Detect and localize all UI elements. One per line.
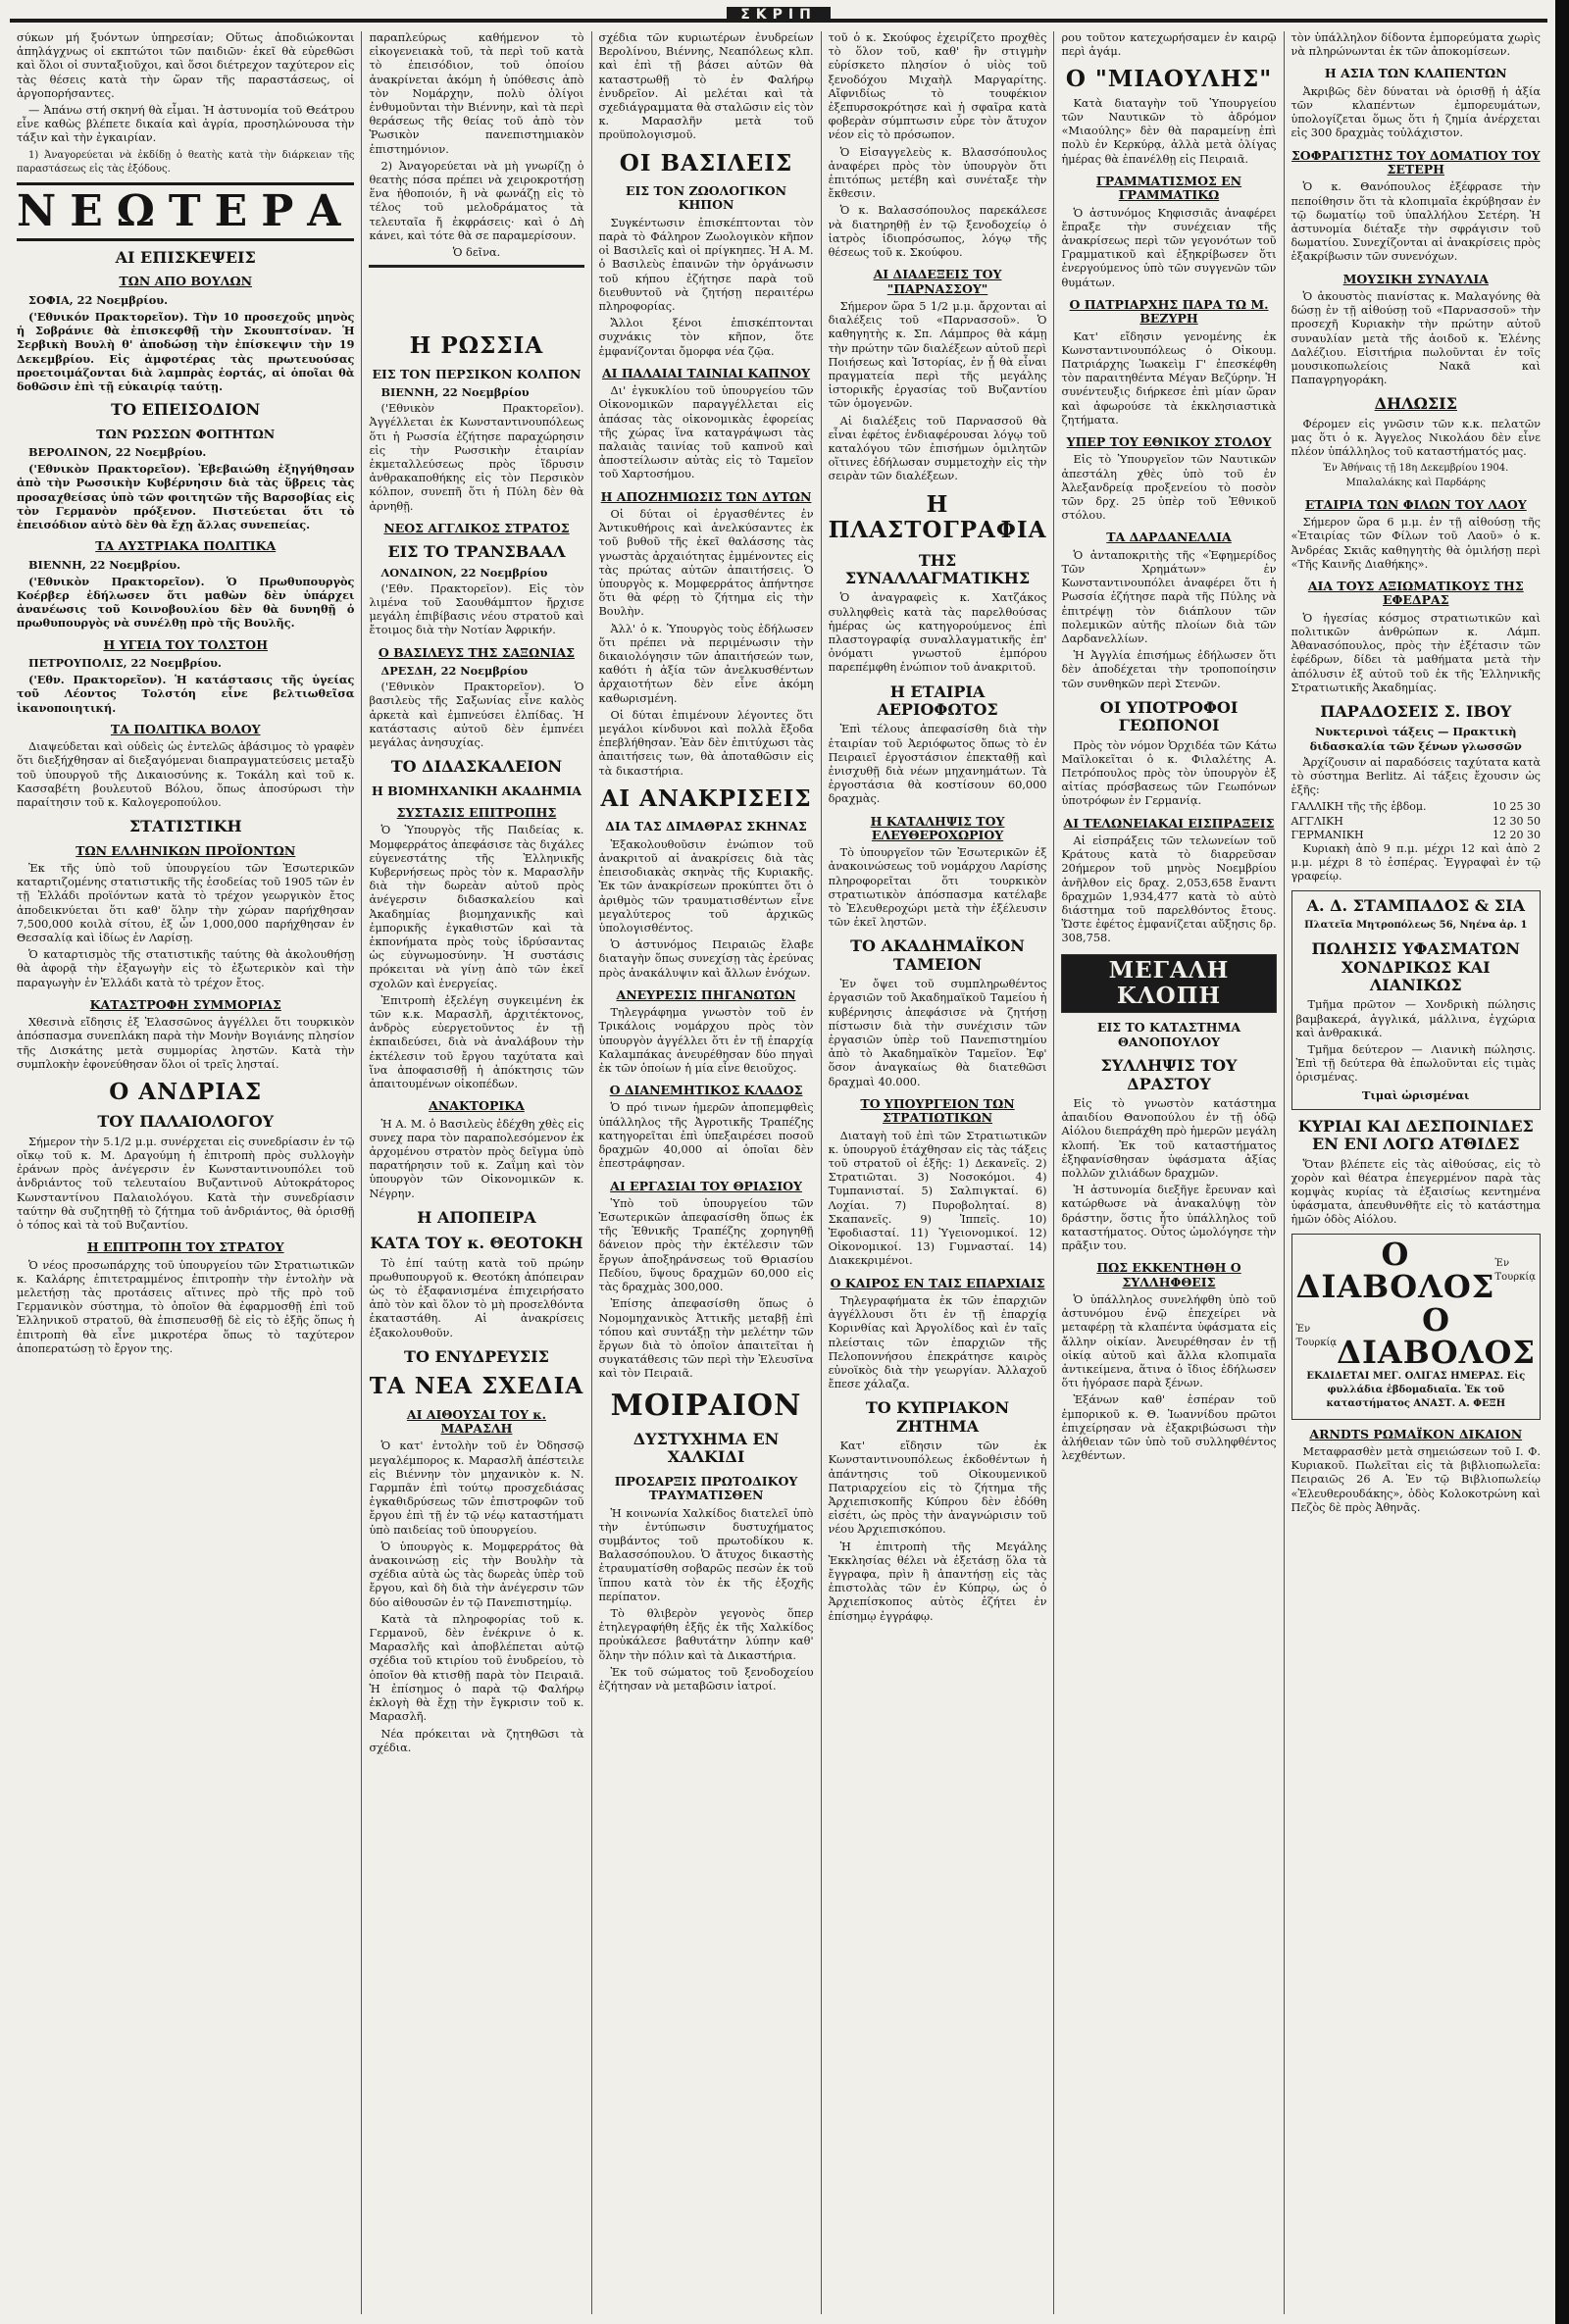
ad-diavolos-top: [1295, 1235, 1536, 1306]
headline: ΑΝΑΚΤΟΡΙΚΑ: [429, 1098, 525, 1114]
headline: ΑΙΑ ΤΟΥΣ ΑΞΙΩΜΑΤΙΚΟΥΣ ΤΗΣ ΕΦΕΔΡΑΣ: [1307, 578, 1524, 608]
headline: ΤΟ ΚΥΠΡΙΑΚΟΝ ΖΗΤΗΜΑ: [865, 1398, 1010, 1436]
article-text: Ὁ κ. Θανόπουλος ἐξέφρασε τὴν πεποίθησιν ὅτι τὰ κλοπιμαῖα ἐκρύβησαν ἐν τῷ δωματίῳ τοῦ ὑπαλλήλου Σετέρη. Ἡ ἀστυνομία διέταξε τὴν σφράγισιν τοῦ δωματίου. Συνεχίζονται αἱ ἀνακρίσεις πρὸς ἐξακρίβωσιν τῶν συνενόχων.: [1291, 180, 1541, 264]
article-text: Διαταγὴ τοῦ ἐπὶ τῶν Στρατιωτικῶν κ. ὑπουργοῦ ἐτάχθησαν εἰς τὰς τάξεις τοῦ στρατοῦ οἱ ἑξῆς: 1) Δεκανεῖς. 2) Στρατιῶται. 3) Νοσοκόμοι. 4) Τυμπανισταί. 5) Σαλπιγκταί. 6) Λοχίαι. 7) Πυροβοληταί. 8) Σκαπανεῖς. 9) Ἱππεῖς. 10) Ἐφοδιασταί. 11) Ὑγειονομικοί. 12) Οἰκονομικοί. 13) Γυμνασταί. 14) Διακεκριμένοι.: [828, 1129, 1047, 1268]
dateline: ΒΙΕΝΝΗ, 22 Νοεμβρίου.: [28, 557, 181, 572]
article-text: Ἀκριβῶς δὲν δύναται νὰ ὁρισθῇ ἡ ἀξία τῶν κλαπέντων ἐμπορευμάτων, ὑπολογίζεται ὅμως ὅτι ἡ ζημία ἀνέρχεται εἰς 300 δραχμὰς τοὐλάχιστον.: [1291, 84, 1541, 140]
article-text: Ὁ κ. Βαλασσόπουλος παρεκάλεσε νὰ διατηρηθῇ ἐν τῷ ξενοδοχείῳ ὁ ἰατρὸς ἰδιοπρόσωπος, λόγῳ τῆς θέσεως τοῦ κ. Σκούφου.: [828, 204, 1047, 260]
headline: Η ΕΠΙΤΡΟΠΗ ΤΟΥ ΣΤΡΑΤΟΥ: [86, 1239, 284, 1255]
article-text: Ὁ πρό τινων ἡμερῶν ἀποπεμφθεὶς ὑπάλληλος τῆς Ἀγροτικῆς Τραπέζης κατηγορεῖται ἐπὶ ὑπεξαιρέσει ποσοῦ δραχμῶν 40,000 αἱ ὁποῖαι δὲν ἐπεστράφησαν.: [598, 1101, 814, 1171]
headline: Ο ΔΙΑΝΕΜΗΤΙΚΟΣ ΚΛΑΔΟΣ: [609, 1083, 803, 1098]
ad-text: Τμῆμα δεύτερον — Λιανικὴ πώλησις. Ἐπὶ τῇ δεύτερα θὰ ἐπωλοῦνται εἰς τιμὰς ὀρισμένας.: [1295, 1042, 1536, 1085]
ad-heading: ARNDTS ΡΩΜΑΪΚΟΝ ΔΙΚΑΙΟΝ: [1309, 1426, 1523, 1441]
article-text: ('Εθνικὸν Πρακτορεῖον). Ὁ Πρωθυπουργὸς Κοέρβερ ἐδήλωσεν ὅτι μαθὼν δὲν ὑπάρχει ἀνανέωσις τοῦ Κοινοβουλίου δὲν θὰ δυνηθῇ ὁ πρωθυπουργὸς νὰ συνέλθῃ πρὸ τῆς Βουλῆς.: [17, 574, 355, 631]
article-text: Ἡ ἀστυνομία διεξῆγε ἔρευναν καὶ κατώρθωσε νὰ ἀνακαλύψῃ τὸν δράστην, ὅστις ἦτο ὑπάλληλος τοῦ καταστήματος. Οὗτος ὡμολόγησε τὴν πρᾶξιν του.: [1061, 1184, 1277, 1253]
article-text: Ὁ ὑπάλληλος συνελήφθη ὑπὸ τοῦ ἀστυνόμου ἐνῷ ἐπεχείρει νὰ μεταφέρῃ τὰ κλαπέντα ὑφάσματα εἰς ἄλλην οἰκίαν. Ἀνευρέθησαν ἐν τῇ οἰκίᾳ αὐτοῦ καὶ ἄλλα κλοπιμαῖα ἀντικείμενα, ἅτινα ὁ ἴδιος ἐδήλωσεν ὅτι ἠγόρασε παρὰ ξένων.: [1061, 1292, 1277, 1390]
article-text: Κατ' εἴδησιν γενομένης ἐκ Κωνσταντινουπόλεως ὁ Οἰκουμ. Πατριάρχης Ἰωακεὶμ Γ' ἐπεσκέφθη τὸν παραιτηθέντα Μέγαν Βεζύρην. Ἡ συνέντευξις διήρκεσε ἐπὶ μίαν ὥραν καὶ ἀφωρούσε τὰ ἐκκλησιαστικὰ ζητήματα.: [1061, 329, 1277, 427]
article-text: ('Εθνικὸν Πρακτορεῖον). Ὁ βασιλεὺς τῆς Σαξωνίας εἶνε καλὸς ἀρκετὰ καὶ ἐμπνεύσει ἐλπίδας. Ἡ κατάστασις αὐτοῦ δὲν ἐμπνέει μεγάλας ἀνησυχίας.: [369, 681, 584, 750]
dateline: ΒΕΡΟΛΙΝΟΝ, 22 Νοεμβρίου.: [28, 444, 207, 459]
ad-address: Πλατεῖα Μητροπόλεως 56, Νηένα ἀρ. 1: [1304, 919, 1528, 931]
headline: Ο ΚΑΙΡΟΣ ΕΝ ΤΑΙΣ ΕΠΑΡΧΙΑΙΣ: [830, 1275, 1045, 1290]
headline: Η ΥΓΕΙΑ ΤΟΥ ΤΟΛΣΤΟΗ: [103, 636, 268, 652]
dateline: ΔΡΕΣΔΗ, 22 Νοεμβρίου: [380, 664, 529, 679]
headline: Η ΑΠΟΖΗΜΙΩΣΙΣ ΤΩΝ ΔΥΤΩΝ: [600, 488, 812, 504]
headline: ΣΤΑΤΙΣΤΙΚΗ: [128, 817, 242, 836]
column-1: [10, 31, 362, 2314]
headline: ΑΙ ΕΡΓΑΣΙΑΙ ΤΟΥ ΘΡΙΑΣΙΟΥ: [610, 1178, 802, 1193]
column-6: [1285, 31, 1547, 2314]
headline: ΤΑ ΠΟΛΙΤΙΚΑ ΒΟΛΟΥ: [110, 721, 261, 736]
article-text: Ἐπιτροπὴ ἐξελέγη συγκειμένη ἐκ τῶν κ.κ. Μαρασλῆ, ἀρχιτέκτονος, ἀνδρὸς εὐεργετοῦντος ἐν τῇ ἐκπαιδεύσει, διὰ νὰ ἀναλάβουν τὴν ἐκτέλεσιν τοῦ ἔργου ταχύτατα καὶ ἵνα ἀποφασισθῇ ἡ ἀπόκτησις τῶν ἀπαιτουμένων οἰκοπέδων.: [369, 993, 584, 1091]
article-text: 2) Ἀναγορεύεται νὰ μὴ γνωρίζῃ ὁ θεατὴς πόσα πρέπει νὰ χειροκροτήσῃ ἕνα ἠθοποιόν, ἢ νὰ φωνάζῃ εἰς τὸ τέλος τοῦ μελοδράματος τὰ τελευταῖα ἤ ἐκφράσεις· καὶ ὁ Δὴ κάνει, καὶ τότε θὰ σε παραμερίσουν.: [369, 159, 584, 242]
subheadline: ΕΙΣ ΤΟ ΚΑΤΑΣΤΗΜΑ ΘΑΝΟΠΟΥΛΟΥ: [1096, 1020, 1241, 1049]
article-text: παραπλεύρως καθήμενον τὸ εἰκογενειακὰ τοῦ, τὰ περὶ τοῦ κατὰ τὸ ἐπεισόδιον, τοῦ ὁποίου ἀνακρίνεται ἀκόμη ἡ ὑπόθεσις ἀπὸ τὸν Νομάρχην, πολὺ ὀλίγοι ἐνθυμοῦνται τὴν Βιέννην, καὶ τὰ περὶ θεράσεως τῆς θείας τοῦ ἀπὸ τὸν Ῥωσικὸν πανεπιστημιακὸν ἐπιστημόνιον.: [369, 31, 584, 156]
headline: ΑΙ ΔΙΑΔΕΞΕΙΣ ΤΟΥ "ΠΑΡΝΑΣΣΟΥ": [873, 267, 1002, 296]
headline: ΓΡΑΜΜΑΤΙΣΜΟΣ ΕΝ ΓΡΑΜΜΑΤΙΚΩ: [1095, 173, 1242, 203]
article-text: Ὁ νέος προσωπάρχης τοῦ ὑπουργείου τῶν Στρατιωτικῶν κ. Καλάρης ἐπιτετραμμένος ἐπιτροπὴν τὴν ἐντολὴν νὰ μελετήσῃ τὰς προτάσεις αἵτινες πρὸ τῆς πρὸ τοῦ Γερμανικὸν σύστημα, τὸ ὁποῖον θὰ ἐφαρμοσθῇ ἐπὶ τοῦ Ἑλληνικοῦ στρατοῦ, θὰ ἐπισπευσθῇ δὲ εἰς τὸ ἐξῆς ὅπως ἡ ἐπιτροπὴ θὰ εἶνε μικροτέρα ὅπως τὸ ταχύτερον ἀποπερατώσῃ τὸ ἔργον της.: [17, 1258, 355, 1355]
article-text: ('Εθνικὸν Πρακτορεῖον). Ἀγγέλλεται ἐκ Κωνσταντινουπόλεως ὅτι ἡ Ρωσσία ἐζήτησε παραχώρησιν εἰς τὴν Ρωσσικὴν ἑταιρίαν ἐκμεταλλεύσεως πρὸς ἵδρυσιν ἀνθρακαποθήκης εἰς τὸν Περσικὸν κόλπον, συνεπῆ ὅτι ἡ Πύλη δὲν θὰ ἀρνηθῇ.: [369, 402, 584, 513]
article-text: Τὸ θλιβερὸν γεγονὸς ὅπερ ἐτηλεγραφήθη ἐξῆς ἐκ τῆς Χαλκίδος προὐκάλεσε βαθυτάτην λύπην καθ' ὅλην τὴν πόλιν καὶ τὰ Δικαστήρια.: [598, 1606, 814, 1662]
article-text: ('Εθνικὸν Πρακτορεῖον). Ἐβεβαιώθη ἐξηγήθησαν ἀπὸ τὴν Ρωσσικὴν Κυβέρνησιν διὰ τὰς ὕβρεις τὰς προσαχθείσας ὑπὸ τῶν φοιτητῶν τῆς Βαρσοβίας εἰς τὸν Γερμανὸν πρόξενον. Πιστεύεται ὅτι τὸ ἐπεισόδιον αὐτὸ δὲν θὰ ἔχῃ ἄλλας συνεπείας.: [17, 462, 355, 531]
ad-diavolos-bottom: [1295, 1300, 1536, 1372]
dateline: ΛΟΝΔΙΝΟΝ, 22 Νοεμβρίου: [380, 565, 548, 580]
article-text: Ὁ ἡγεσίας κόσμος στρατιωτικῶν καὶ πολιτικῶν ἀνθρώπων κ. Λάμπ. Ἀθανασόπουλος, πρὸς τὴν ἐξέτασιν τῶν ἐφέδρων, δίδει τὰ μαθήματα μετὰ τὴν ἀπόλυσιν ἐξ αὐτοῦ τοῦ ἐκ τῆς Ἑλληνικῆς Στρατιωτικῆς Ἀκαδημίας.: [1291, 611, 1541, 694]
article-text: ('Εθν. Πρακτορεῖον). Εἰς τὸν λιμένα τοῦ Σαουθάμπτον ἤρχισε μεγάλη ἐπιβίβασις νέου στρατοῦ καὶ ἔτοιμος διὰ τὴν Νοτίαν Ἀφρικήν.: [369, 581, 584, 637]
headline: Ο ΑΝΔΡΙΑΣ: [109, 1078, 263, 1105]
ad-title: Ο ΔΙΑΒΟΛΟΣ: [1295, 1235, 1495, 1306]
article-text: Σήμερον ὥρα 5 1/2 μ.μ. ἄρχονται αἱ διαλέξεις τοῦ «Παρνασσοῦ». Ὁ καθηγητὴς κ. Σπ. Λάμπρος θὰ κάμῃ τὴν πρώτην τῶν διαλέξεων αὐτοῦ περὶ Ποιήσεως καὶ Ἱστορίας, ἐν ᾗ θὰ εἶναι πραγματεία περὶ τῆς μεγάλης ἱστορικῆς ἐργασίας τοῦ Βυζαντίου τῶν ὁμογενῶν.: [828, 300, 1047, 411]
ad-diavolos: [1291, 1234, 1541, 1420]
headline: Ο "ΜΙΑΟΥΛΗΣ": [1065, 66, 1273, 93]
column-3: [592, 31, 822, 2314]
article-text: Ἐπίσης ἀπεφασίσθη ὅπως ὁ Νομομηχανικὸς Ἀττικῆς μεταβῇ ἐπὶ τόπου καὶ συντάξῃ τὴν μελέτην τῶν ἔργων διὰ τὸ ὁποῖον ἀπαιτεῖται ἡ συγκατάθεσις τῶν περὶ τὴν Ἐλευσῖνα καὶ τὸν Πειραιᾶ.: [598, 1297, 814, 1381]
ad-stampados: [1291, 890, 1541, 1110]
footnote: 1) Ἀναγορεύεται νὰ ἐκδίδῃ ὁ θεατὴς κατὰ τὴν διάρκειαν τῆς παραστάσεως εἰς τὰς ἐξόδους.: [17, 149, 355, 175]
headline: ΤΑ ΔΑΡΔΑΝΕΛΛΙΑ: [1106, 530, 1232, 545]
masthead-title: ΣΚΡΙΠ: [727, 7, 831, 23]
headline: ΤΟ ΔΙΔΑΣΚΑΛΕΙΟΝ: [390, 757, 563, 777]
subheadline: ΣΥΛΛΗΨΙΣ ΤΟΥ ΔΡΑΣΤΟΥ: [1100, 1056, 1238, 1093]
headline: ΑΙ ΕΠΙΣΚΕΨΕΙΣ: [115, 248, 256, 268]
article-text: Δι' ἐγκυκλίου τοῦ ὑπουργείου τῶν Οἰκονομικῶν παραγγέλλεται εἰς ἁπάσας τὰς οἰκονομικὰς ἐφορείας τῆς χώρας ἵνα καταγράψωσι τὰς παλαιὰς ταινίας τοῦ καπνοῦ καὶ ἀποστείλωσιν αὐτὰς εἰς τὸ Ταμεῖον τοῦ Χαρτοσήμου.: [598, 384, 814, 481]
ad-text: Τιμαὶ ὡρισμέναι: [1362, 1087, 1470, 1102]
section-title-neotera: ΝΕΩΤΕΡΑ: [17, 182, 354, 241]
article-text: ('Εθν. Πρακτορεῖον). Ἡ κατάστασις τῆς ὑγείας τοῦ Λέοντος Τολστόη εἶνε βελτιωθεῖσα ἱκανοποιητική.: [17, 673, 355, 715]
article-text: Αἱ διαλέξεις τοῦ Παρνασσοῦ θὰ εἶναι ἐφέτος ἐνδιαφέρουσαι λόγῳ τοῦ καταλόγου τῶν ἐπισήμων ὁμιλητῶν οἵτινες ἐδήλωσαν συμμετοχὴν εἰς τὴν σειρὰν τῶν διαλέξεων.: [828, 414, 1047, 483]
headline: ΑΙ ΤΕΛΩΝΕΙΑΚΑΙ ΕΙΣΠΡΑΞΕΙΣ: [1063, 815, 1275, 831]
article-text: Ἀλλ' ὁ κ. Ὑπουργὸς τοὺς ἐδήλωσεν ὅτι πρέπει νὰ περιμένωσιν τὴν δικαιολόγησιν τῶν ἀπαιτήσεών των, καθότι ἡ ἀξία τῶν ἀνελκυσθέντων ἀρχαιοτήτων δὲν εἶνε ἀκόμη καθωρισμένη.: [598, 622, 814, 705]
headline: ΤΟ ΑΚΑΔΗΜΑΪΚΟΝ ΤΑΜΕΙΟΝ: [850, 936, 1025, 974]
masthead: [10, 4, 1547, 25]
ad-subtitle: Νυκτερινοὶ τάξεις — Πρακτικὴ διδασκαλία τῶν ξένων γλωσσῶν: [1309, 725, 1522, 753]
article-text: Ὁ ἀστυνόμος Κηφισσιᾶς ἀναφέρει ἔπραξε τὴν συνέχειαν τῆς ἀνακρίσεως περὶ τῶν γεγονότων τοῦ Γραμματικοῦ καὶ ἐξηκρίβωσεν ὅτι ἐνεργούμενος ὑπὸ τῶν συγγενῶν τῶν θυμάτων.: [1061, 206, 1277, 289]
column-2: [362, 31, 591, 2314]
article-text: Αἱ εἰσπράξεις τῶν τελωνείων τοῦ Κράτους κατὰ τὸ διαρρεῦσαν 20ήμερον τοῦ μηνὸς Νοεμβρίου ἀνῆλθον εἰς δραχ. 2,053,658 ἔναντι δραχμῶν 1,934,477 κατὰ τὸ αὐτὸ διάστημα τοῦ παρελθόντος ἔτους. Ὥστε ἐφέτος ἐμφανίζεται αὔξησις δρ. 308,758.: [1061, 834, 1277, 945]
article-text: ('Εθνικόν Πρακτορεῖον). Τὴν 10 προσεχοῦς μηνὸς ἡ Σοβράνιε θὰ ἐπισκεφθῇ τὴν Σκουπτσίναν. Ἡ Σερβικὴ Βουλὴ θ' ἀποδώσῃ τὴν ἐπίσκεψιν τὴν 19 Δεκεμβρίου. Εἰς ἀμφοτέρας τὰς πρωτευούσας προετοιμάζονται διὰ λαμπρὰς ἑορτάς, αἱ ὁποῖαι θὰ δοθῶσιν ἐπὶ τῇ εὐκαιρίᾳ ταύτῃ.: [17, 310, 355, 394]
article-text: Ἄλλοι ξένοι ἐπισκέπτονται συχνάκις τὸν κῆπον, ὅτε ἐμφανίζονται ὄμορφα νέα ζῷα.: [598, 317, 814, 358]
article-text: Ὁ ὑπουργὸς κ. Μομφερράτος θὰ ἀνακοινώσῃ εἰς τὴν Βουλὴν τὰ σχέδια αὐτὰ ὡς τὰς δωρεὰς ὑπὲρ τοῦ ἔργου, καὶ δὴ διὰ τὴν ἀνέγερσιν τῶν δύο αἰθουσῶν ἐν τῷ Πανεπιστημίῳ.: [369, 1540, 584, 1609]
ad-text: ΕΚΔΙΔΕΤΑΙ ΜΕΓ. ΟΛΙΓΑΣ ΗΜΕΡΑΣ. Εἰς φυλλάδια ἑβδομαδιαῖα. Ἐκ τοῦ καταστήματος ΑΝΑΣΤ. Α. ΦΕΞΗ: [1306, 1370, 1526, 1410]
article-text: Κατ' εἴδησιν τῶν ἐκ Κωνσταντινουπόλεως ἐκδοθέντων ἡ ἀπάντησις τοῦ Οἰκουμενικοῦ Πατριαρχείου εἰς τὸ ζήτημα τῆς Ἀρχιεπισκοπῆς Κύπρου δὲν ἐδόθη εἰσέτι, ὡς πρὸς τὴν ἀναγνώρισιν τοῦ νέου Ἀρχιεπισκόπου.: [828, 1440, 1047, 1537]
article-text: Ὁ Εἰσαγγελεὺς κ. Βλασσόπουλος ἀναφέρει πρὸς τὸν ὑπουργὸν ὅτι ἐπιτόπως μετέβη καὶ συνέταξε τὴν ἔκθεσιν.: [828, 145, 1047, 201]
subheadline: ΕΙΣ ΤΟΝ ΖΩΟΛΟΓΙΚΟΝ ΚΗΠΟΝ: [625, 183, 787, 213]
headline: ΝΕΟΣ ΑΓΓΛΙΚΟΣ ΣΤΡΑΤΟΣ: [383, 520, 570, 535]
subheadline: ΑΙ ΑΙΘΟΥΣΑΙ ΤΟΥ κ. ΜΑΡΑΣΛΗ: [406, 1406, 546, 1437]
ad-title: Α. Δ. ΣΤΑΜΠΑΔΟΣ & ΣΙΑ: [1306, 895, 1525, 915]
article-text: Τηλεγράφημα γνωστὸν τοῦ ἐν Τρικάλοις νομάρχου πρὸς τὸν ὑπουργὸν ἀγγέλλει ὅτι ἐν τῇ ἐπαρχίᾳ Καλαμπάκας ἀνευρέθησαν δύο πηγαὶ ἐκ τῶν ὁποίων ἡ μία εἶνε θειοῦχος.: [598, 1006, 814, 1075]
headline: ΑΝΕΥΡΕΣΙΣ ΠΗΓΑΝΩΤΩΝ: [616, 986, 796, 1002]
subheadline: ΤΗΣ ΣΥΝΑΛΛΑΓΜΑΤΙΚΗΣ: [844, 550, 1031, 587]
article-text: Ἐκ τοῦ σώματος τοῦ ξενοδοχείου ἐζήτησαν νὰ μεταβῶσιν ἰατροί.: [598, 1665, 814, 1692]
subheadline: ΕΙΣ ΤΟΝ ΠΕΡΣΙΚΟΝ ΚΟΛΠΟΝ: [372, 366, 582, 381]
ad-side-note: Ἐν Τουρκίᾳ: [1494, 1257, 1536, 1284]
headline: ΜΟΙΡΑΙΟΝ: [610, 1388, 802, 1423]
article-text: ρου τοῦτον κατεχωρήσαμεν ἐν καιρῷ περὶ ἀγάμ.: [1061, 31, 1277, 59]
columns: [10, 31, 1547, 2314]
headline: ΤΑ ΑΥΣΤΡΙΑΚΑ ΠΟΛΙΤΙΚΑ: [95, 538, 277, 554]
article-text: Νέα πρόκειται νὰ ζητηθῶσι τὰ σχέδια.: [369, 1727, 584, 1754]
headline: ΚΑΤΑΣΤΡΟΦΗ ΣΥΜΜΟΡΙΑΣ: [89, 996, 281, 1012]
headline: Ο ΠΑΤΡΙΑΡΧΗΣ ΠΑΡΑ ΤΩ Μ. ΒΕΖΥΡΗ: [1069, 296, 1269, 327]
article-text: Κατὰ διαταγὴν τοῦ Ὑπουργείου τῶν Ναυτικῶν τὸ ἀδρόμον «Μιαούλης» δὲν θὰ παραμείνῃ ἐπὶ πολὺ ἐν Κερκύρᾳ, ἀλλὰ μετὰ ὀλίγας ἡμέρας θὰ ἐπανέλθῃ εἰς Πειραιᾶ.: [1061, 96, 1277, 166]
article-text: Οἱ δύται οἱ ἐργασθέντες ἐν Ἀντικυθήροις καὶ ἀνελκύσαντες ἐκ τοῦ βυθοῦ τῆς ἐκεῖ θαλάσσης τὰς γνωστὰς ἀρχαιότητας ἐμμένοντες εἰς τὰς πρώτας αὐτῶν ἀπαιτήσεις. Ὁ ὑπουργὸς κ. Μομφερράτος ἀπήντησε ὅτι θὰ φέρῃ τὸ ζήτημα εἰς τὴν Βουλὴν.: [598, 508, 814, 619]
article-text: Ἐπὶ τέλους ἀπεφασίσθη διὰ τὴν ἐταιρίαν τοῦ Ἀεριόφωτος ὅπως τὸ ἐν Πειραιεῖ ἐργοστάσιον ἐπεκταθῇ καὶ ἐνισχυθῇ διὰ νέων μηχανημάτων. Τὰ ἐργοστάσια θὰ κοστίσουν 60,000 δραχμὰς.: [828, 723, 1047, 806]
ad-text: Μεταφρασθὲν μετὰ σημειώσεων τοῦ Ι. Φ. Κυριακοῦ. Πωλεῖται εἰς τὰ βιβλιοπωλεῖα: Πειραιῶς 26 Α. Ἐν τῷ Βιβλιοπωλείῳ «Ἑλευθερουδάκης», ὁδὸς Κολοκοτρώνη καὶ Πεζὸς δὲ πρὸς Ἀθηνᾶς.: [1291, 1444, 1541, 1514]
dateline: ΣΟΦΙΑ, 22 Νοεμβρίου.: [28, 292, 169, 307]
headline: ΑΙ ΑΝΑΚΡΙΣΕΙΣ: [600, 784, 812, 812]
headline: ΤΑ ΝΕΑ ΣΧΕΔΙΑ: [369, 1373, 584, 1400]
article-text: Ὁ ἀναγραφεὶς κ. Χατζάκος συλληφθεὶς κατὰ τὰς παρελθούσας ἡμέρας ὡς κατηγορούμενος ἐπὶ πλαστογραφίᾳ συναλλαγματικῆς ἐπ' ὀνόματι γνωστοῦ ἐμπόρου παρεπέμφθη ἐνώπιον τοῦ ἀνακριτοῦ.: [828, 591, 1047, 675]
ad-text: Ὅταν βλέπετε εἰς τὰς αἰθούσας, εἰς τὸ χορὸν καὶ θέατρα ἐπεγερμένον παρὰ τὰς κομψὰς κυρίας τὰ ἐξαισίως κεντημένα ὑφάσματα, ἀπευθυνθῆτε εἰς τὸ κατάστημα ἡμῶν ὁδὸς Αἰόλου.: [1291, 1157, 1541, 1227]
dateline: ΒΙΕΝΝΗ, 22 Νοεμβρίου: [380, 385, 530, 400]
headline: Η ΕΤΑΙΡΙΑ ΑΕΡΙΟΦΩΤΟΣ: [877, 682, 998, 719]
subheadline: ΚΑΤΑ ΤΟΥ κ. ΘΕΟΤΟΚΗ: [370, 1234, 583, 1253]
article-text: Ἡ κοινωνία Χαλκίδος διατελεῖ ὑπὸ τὴν ἐντύπωσιν δυστυχήματος συμβάντος τοῦ πρωτοδίκου κ. Βαλασσόπουλου. Ὁ ἄτυχος δικαστὴς ἐτραυματίσθη σοβαρῶς πεσὼν ἐκ τοῦ ἵππου κατὰ τὸν ἐκ τῆς ἐξοχῆς περίπατον.: [598, 1506, 814, 1603]
article-text: Ἡ ἐπιτροπὴ τῆς Μεγάλης Ἐκκλησίας θέλει νὰ ἐξετάσῃ ὅλα τὰ ἔγγραφα, πρὶν ἢ ἀπαντήσῃ εἰς τὰς ἐπιστολὰς τῶν ἐν Κύπρῳ, ὡς ὁ Ἀρχιεπίσκοπος αὐτὸς ἐζήτει ἐν ἐπίσημῳ ἐγγράφῳ.: [828, 1540, 1047, 1623]
article-text: Συγκέντωσιν ἐπισκέπτονται τὸν παρὰ τὸ Φάληρον Ζωολογικὸν κῆπον οἱ Βασιλεῖς καὶ οἱ πρίγκηπες. Ἡ Α. Μ. ὁ Βασιλεὺς ἐπαινῶν τὴν ὀργάνωσιν τοῦ κήπου ἐζήτησε παρὰ τοῦ διευθυντοῦ νὰ ζητήσῃ περαιτέρω πληροφορίας.: [598, 216, 814, 314]
subheadline: ΤΩΝ ΕΛΛΗΝΙΚΩΝ ΠΡΟΪΟΝΤΩΝ: [76, 842, 296, 858]
article-text: — Ἀπάνω στή σκηνή θὰ εἶμαι. Ἡ ἀστυνομία τοῦ Θεάτρου εἶνε καθὼς βλέπετε δικαία καὶ ἀγρία, προσηλώνουσα τὴν τάξιν καὶ τὴν ἐγκαιρίαν.: [17, 104, 355, 145]
article-text: Πρὸς τὸν νόμον Ὀρχιδέα τῶν Κάτω Μαϊλοκεῖται ὁ κ. Φιλαλέτης Α. Πετρόπουλος πρὸς τὸν ὑπουργὸν ἐξ αἰτίας πρόσβασεως τῶν Γεωπόνων ὑποτρόφων ἐν Γερμανίᾳ.: [1061, 738, 1277, 808]
headline: Η ΡΩΣΣΙΑ: [409, 332, 544, 360]
article-text: τὸν ὑπάλληλον δίδοντα ἐμπορεύματα χωρὶς νὰ πληρώνωνται ἐκ τῶν ἀποκομίσεων.: [1291, 31, 1541, 59]
article-text: Ἐξακολουθοῦσιν ἐνώπιον τοῦ ἀνακριτοῦ αἱ ἀνακρίσεις διὰ τὰς ἐπεισοδιακὰς σκηνὰς τῆς Κυριακῆς. Ἐκ τῶν ἀνακρίσεων προκύπτει ὅτι ὁ ἀριθμὸς τῶν τραυματισθέντων εἶνε μεγαλύτερος τοῦ ἀρχικῶς ὑπολογισθέντος.: [598, 837, 814, 935]
subheadline: ΕΙΣ ΤΟ ΤΡΑΝΣΒΑΑΛ: [387, 542, 566, 562]
article-text: Ἀρχίζουσιν αἱ παραδόσεις ταχύτατα κατὰ τὸ σύστημα Berlitz. Αἱ τάξεις ἔχουσιν ὡς ἑξῆς:: [1291, 755, 1542, 797]
headline: ΤΟ ΥΠΟΥΡΓΕΙΟΝ ΤΩΝ ΣΤΡΑΤΙΩΤΙΚΩΝ: [860, 1095, 1015, 1126]
headline: ΕΤΑΙΡΙΑ ΤΩΝ ΦΙΛΩΝ ΤΟΥ ΛΑΟΥ: [1304, 496, 1527, 512]
article-text: σύκων μή ξυόντων ὑπηρεσίαν; Οὕτως ἀποδιώκονται ἀπηλάγχνως οἱ εκπτώτοι τῶν παιδιῶν· ἐκεῖ θὰ εὑρεθῶσι καὶ ὅλοι οἱ συνταξιοῦχοι, καὶ ὅσοι διέτρεχον ταχύτερον εἰς τὰς θέσεις κατὰ τὴν ὥραν τῆς παραστάσεως, οἱ ἀργοπορήσαντες.: [17, 31, 355, 100]
article-text: Χθεσινὰ εἴδησις ἐξ Ἐλασσῶνος ἀγγέλλει ὅτι τουρκικὸν ἀπόσπασμα συνεπλάκη παρὰ τὴν Μονὴν Βογιάνης πλησίον τῆς Δισκάτης μετὰ συμμορίας ληστῶν. Κατὰ τὴν συμπλοκὴν ἐφονεύθησαν ὅλοι οἱ τρεῖς λησταί.: [17, 1016, 355, 1071]
headline: ΜΟΥΣΙΚΗ ΣΥΝΑΥΛΙΑ: [1342, 271, 1489, 286]
article-text: Τηλεγραφήματα ἐκ τῶν ἐπαρχιῶν ἀγγέλλουσι ὅτι ἐν τῇ ἐπαρχίᾳ Κορινθίας καὶ Ἀργολίδος καὶ ἐν ταῖς πλείσταις τῶν ἐπαρχιῶν τῆς Πελοποννήσου ἐπεκράτησε καιρὸς εὐνοϊκὸς διὰ τὴν γεωργίαν. Ἀλλαχοῦ ἔπεσε χάλαζα.: [828, 1294, 1047, 1391]
article-text: Διαψεύδεται καὶ οὐδεὶς ὡς ἐντελῶς ἀβάσιμος τὸ γραφὲν ὅτι διεξήχθησαν αἱ διεξαγόμεναι διαπραγματεύσεις μεταξὺ τοῦ ὑπουργοῦ τῆς Δικαιοσύνης κ. Τοκάλη καὶ τοῦ κ. Κασσαβέτη βουλευτοῦ Βόλου, ὅπως ἀποσύρωσι τὴν παραίτησιν τοῦ κ. Καλογεροπούλου.: [17, 740, 355, 809]
headline: Η ΠΛΑΣΤΟΓΡΑΦΙΑ: [828, 490, 1047, 544]
article-text: Ὁ ἀνταποκριτὴς τῆς «Ἐφημερίδος Τῶν Χρημάτων» ἐν Κωνσταντινουπόλει ἀναφέρει ὅτι ἡ Ρωσσία ἐζήτησε παρὰ τῆς Πύλης νὰ ἐπιτρέψῃ τὸν διάπλουν τῶν πολεμικῶν αὐτῆς πλοίων διὰ τῶν Δαρδανελλίων.: [1061, 548, 1277, 645]
headline: ΥΠΕΡ ΤΟΥ ΕΘΝΙΚΟΥ ΣΤΟΛΟΥ: [1066, 434, 1272, 449]
article-text: Ἡ Α. Μ. ὁ Βασιλεὺς ἐδέχθη χθὲς εἰς συνεχ παρα τὸν παραπολεσόμενον ἐκ ἀρχομένου στρατὸν πρὸς δεῖγμα ὑπὸ παρατήρησιν τοῦ κ. Ζαΐμη καὶ τὸν ὑπουργὸν τῶν Οἰκονομικῶν κ. Νέγρην.: [369, 1117, 584, 1200]
headline: Η ΑΣΙΑ ΤΩΝ ΚΛΑΠΕΝΤΩΝ: [1324, 66, 1507, 81]
subheadline: ΤΩΝ ΡΩΣΣΩΝ ΦΟΙΤΗΤΩΝ: [96, 426, 276, 441]
article-text: Φέρομεν εἰς γνῶσιν τῶν κ.κ. πελατῶν μας ὅτι ὁ κ. Ἀγγελος Νικολάου δὲν εἶνε πλέον ὑπάλληλος τοῦ καταστήματός μας.: [1291, 417, 1541, 459]
headline: ΠΑΡΑΔΟΣΕΙΣ Σ. ΙΒΟΥ: [1320, 701, 1512, 721]
column-5: [1054, 31, 1284, 2314]
article-text: τοῦ ὁ κ. Σκούφος ἐχειρίζετο προχθὲς τὸ ὅλον τοῦ, καθ' ἣν στιγμὴν εὑρίσκετο πλησίον ὁ υἱὸς τοῦ ξενοδόχου Μιχαὴλ Μαργαρίτης. Αἴφνιδίως τὸ τουφέκιον ἐξεπυρσοκρότησε καὶ ἡ σφαῖρα κατὰ φοβερὰν σύμπτωσιν εὗρε τὸν ἄτυχον νέον εἰς τὸ πρόσωπον.: [828, 31, 1047, 142]
ad-text: Τμῆμα πρῶτον — Χονδρικὴ πώλησις βαμβακερά, ἀγγλικά, μάλλινα, ἐγχώρια καὶ ἀνθρακικά.: [1295, 998, 1536, 1039]
article-text: σχέδια τῶν κυριωτέρων ἐνυδρείων Βερολίνου, Βιέννης, Νεαπόλεως κλπ. καὶ ἐπὶ τῇ βάσει αὐτῶν θὰ καταστρωθῇ τὸ ἐν Φαλήρῳ ἐνυδρεῖον. Αἱ μελέται καὶ τὰ σχεδιάγραμματα θὰ σταλῶσιν εἰς τὸν κ. Μαρασλῆν μετὰ τοῦ προϋπολογισμοῦ.: [598, 31, 814, 142]
ad-heading: ΠΩΛΗΣΙΣ ΥΦΑΣΜΑΤΩΝ ΧΟΝΔΡΙΚΩΣ ΚΑΙ ΛΙΑΝΙΚΩΣ: [1311, 939, 1521, 994]
headline: ΠΩΣ ΕΚΚΕΝΤΗΘΗ Ο ΣΥΛΛΗΦΘΕΙΣ: [1096, 1260, 1241, 1289]
price-row: ΓΑΛΛΙΚΗ τῆς τῆς ἑβδομ. 10 25 30: [1291, 800, 1541, 814]
price-row: ΓΕΡΜΑΝΙΚΗ 12 20 30: [1291, 828, 1541, 841]
article-text: Ἐν ὄψει τοῦ συμπληρωθέντος ἐργασιῶν τοῦ Ἀκαδημαϊκοῦ Ταμείου ἡ κυβέρνησις ἀπεφάσισε νὰ ζητήσῃ πίστωσιν διὰ τὴν συνέχισιν τῶν ἐργασιῶν ὑπὲρ τοῦ Πανεπιστημίου ἀπὸ τὸ Ἀκαδημαϊκὸν Ταμεῖον. Ἐφ' ὅσον ἀναγκαίως θὰ διατεθῶσι δραχμαὶ 40.000.: [828, 978, 1047, 1088]
article-text: Ὑπὸ τοῦ ὑπουργείου τῶν Ἐσωτερικῶν ἀπεφασίσθη ὅπως ἐκ τῆς Ἐθνικῆς Τραπέζης χορηγηθῇ δάνειον πρὸς τὴν ἐκτέλεσιν τῶν ἔργων ἀποξηράνσεως τοῦ Θριασίου Πεδίου, ὕψους δραχμῶν 60,000 εἰς τὰς δραχμὰς 300,000.: [598, 1196, 814, 1294]
article-text: Ὁ ἀστυνόμος Πειραιῶς ἔλαβε διαταγὴν ὅπως συνεχίσῃ τὰς ἐρεύνας πρὸς ἀνακάλυψιν καὶ ἄλλων ἐνόχων.: [598, 938, 814, 980]
headline: ΤΟ ΕΠΕΙΣΟΔΙΟΝ: [111, 400, 261, 420]
headline: Ο ΒΑΣΙΛΕΥΣ ΤΗΣ ΣΑΞΩΝΙΑΣ: [378, 644, 576, 660]
ad-side-note: Ἐν Τουρκίᾳ: [1295, 1324, 1338, 1349]
headline: ΤΟ ΕΝΥΔΡΕΥΣΙΣ: [404, 1346, 549, 1366]
subheadline: ΠΡΟΣΑΡΞΙΣ ΠΡΩΤΟΔΙΚΟΥ ΤΡΑΥΜΑΤΙΣΘΕΝ: [614, 1473, 798, 1503]
article-text: Κυριακὴ ἀπὸ 9 π.μ. μέχρι 12 καὶ ἀπὸ 2 μ.μ. μέχρι 8 τὸ ἑσπέρας. Ἐγγραφαὶ ἐν τῷ γραφείῳ.: [1291, 841, 1541, 884]
column-4: [822, 31, 1055, 2314]
article-text: Εἰς τὸ γνωστὸν κατάστημα ἀπαιδίου Θανοπούλου ἐν τῇ ὁδῷ Αἰόλου διεπράχθη πρὸ ἡμερῶν μεγάλη κλοπή. Ἐκ τοῦ καταστήματος ἐξηφανίσθησαν ὑφάσματα ἀξίας πολλῶν χιλιάδων δραχμῶν.: [1061, 1097, 1277, 1181]
dateline: ΠΕΤΡΟΥΠΟΛΙΣ, 22 Νοεμβρίου.: [28, 655, 222, 670]
subheadline: ΤΟΥ ΠΑΛΑΙΟΛΟΓΟΥ: [97, 1112, 275, 1132]
signature: Ὁ δεῖνα.: [452, 246, 501, 260]
article-text: Οἱ δύται ἐπιμένουν λέγοντες ὅτι μεγάλοι κίνδυνοι καὶ πολλὰ ἔξοδα ἐπεβλήθησαν. Ἐὰν δὲν ἐπιτύχωσι τὰς ἀπαιτήσεις των, θὰ ἀποταθῶσιν εἰς τὰ δικαστήρια.: [598, 708, 814, 778]
ad-heading: ΚΥΡΙΑΙ ΚΑΙ ΔΕΣΠΟΙΝΙΔΕΣ ΕΝ ΕΝΙ ΛΟΓΩ ΑΤΘΙΔΕΣ: [1297, 1116, 1534, 1154]
article-text: Σήμερον τὴν 5.1/2 μ.μ. συνέρχεται εἰς συνεδρίασιν ἐν τῷ οἴκῳ τοῦ κ. Μ. Δραγούμη ἡ ἐπιτροπὴ πρὸς συλλογὴν ἐράνων πρὸς ἀνέγερσιν ἐν Κωνσταντινουπόλει τοῦ ἀνδριάντος τοῦ τελευταίου Βυζαντινοῦ Αὐτοκράτορος Κωνσταντίνου Παλαιολόγου. Κατὰ τὴν συνεδρίασιν ταύτην θὰ συζητηθῇ τὸ ζήτημα τοῦ ἀνδριάντος, θὰ ὁρισθῇ ὁ τόπος καὶ τὰ τοῦ Βυζαντίου.: [17, 1135, 355, 1232]
neotera-spacer: [369, 273, 583, 326]
headline: ΑΙ ΠΑΛΑΙΑΙ ΤΑΙΝΙΑΙ ΚΑΠΝΟΥ: [601, 365, 811, 380]
article-text: Ἐξάνων καθ' ἑσπέραν τοῦ ἐμπορικοῦ κ. Θ. Ἰωαννίδου πρῶτοι ἐπιχείρησαν νὰ ἐξακριβώσωσι τὴν ἀλήθειαν τῶν ὑπὸ τοῦ συλληφθέντος λεχθέντων.: [1061, 1393, 1277, 1463]
article-text: Ἡ Ἀγγλία ἐπισήμως ἐδήλωσεν ὅτι δὲν ἀποδέχεται τὴν τροποποίησιν τῶν συνθηκῶν περὶ Στενῶν.: [1061, 649, 1277, 690]
article-text: Ἐκ τῆς ὑπὸ τοῦ ὑπουργείου τῶν Ἐσωτερικῶν καταρτιζομένης στατιστικῆς τῆς ἐσοδείας τοῦ 1905 τῶν ἐν τῇ Ἑλλάδι προϊόντων κατὰ τὸ τρέχον γεωργικὸν ἔτος ἀποδεικνύεται ὅτι καθ' ὅλην τὴν χώραν παρήχθησαν 7,500,000 κοιλὰ σίτου, ἐξ ὧν 1,000,000 παρήχθησαν ἐν Θεσσαλίᾳ καὶ ἰδίως ἐν Λαρίσῃ.: [17, 861, 355, 944]
article-text: Σήμερον ὥρα 6 μ.μ. ἐν τῇ αἰθούσῃ τῆς «Ἑταιρίας τῶν Φίλων τοῦ Λαοῦ» ὁ κ. Ἀνδρέας Σκιᾶς καθηγητὴς θὰ ὁμιλήσῃ περὶ «Τῆς Καινῆς Διαθήκης».: [1291, 516, 1541, 571]
headline: ΜΕΓΑΛΗ ΚΛΟΠΗ: [1061, 954, 1276, 1014]
signature: Ἐν Ἀθήναις τῇ 18η Δεκεμβρίου 1904. Μπαλαλάκης καὶ Παρδάρης: [1323, 463, 1509, 488]
headline: ΔΗΛΩΣΙΣ: [1374, 394, 1457, 414]
subheadline: ΣΥΣΤΑΣΙΣ ΕΠΙΤΡΟΠΗΣ: [396, 805, 557, 821]
headline: ΟΙ ΒΑΣΙΛΕΙΣ: [619, 149, 793, 177]
scan-edge: [1555, 0, 1569, 2324]
subheadline: ΔΥΣΤΥΧΗΜΑ ΕΝ ΧΑΛΚΙΔΙ: [633, 1430, 780, 1467]
article-text: Ὁ κατ' ἐντολὴν τοῦ ἐν Ὀδησσῷ μεγαλέμπορος κ. Μαρασλῆ ἀπέστειλε εἰς Βιέννην τὸν μηχανικὸν κ. Ν. Γαρμπᾶν ἐπὶ τούτῳ προσχεδιάσας ἐγκαθιδρύσεως τῶν ἐπιστροφῶν τοῦ ἔργου ἐπὶ τῇ ἐν τῷ νέῳ καταστήματι ὑπὸ παιδείας τοῦ ὑπουργείου.: [369, 1440, 584, 1537]
article-text: Ὁ Ὑπουργὸς τῆς Παιδείας κ. Μομφερράτος ἀπεφάσισε τὰς διχάλες εὐγενεστάτης τῆς Ἑλληνικῆς Κυβερνήσεως πρὸς τὸν κ. Μαρασλῆν διὰ τὴν δωρεὰν αὐτοῦ πρὸς ἀνέγερσιν διδασκαλείου καὶ Ἀκαδημίας βιομηχανικῆς καὶ ἐμπορικῆς ἐγκαθιστῶν καὶ τὰ ἐκπονήματα πρὸς τοὺς ἰδρύσαντας ὡς εὐγνωμοσύνην. Ἡ συστάσις πρόκειται νὰ γίνῃ ἀπὸ τῶν ἐκεῖ σχολῶν καὶ ἐνεργείας.: [369, 824, 584, 990]
ad-title: Ο ΔΙΑΒΟΛΟΣ: [1337, 1300, 1536, 1372]
divider: [369, 265, 583, 268]
article-text: Εἰς τὸ Ὑπουργεῖον τῶν Ναυτικῶν ἀπεστάλη χθὲς ὑπὸ τοῦ ἐν Ἀλεξανδρείᾳ προξενείου τὸ ποσὸν τῶν δρχ. 25 ὑπὲρ τοῦ Ἐθνικοῦ στόλου.: [1061, 453, 1277, 523]
article-text: Ὁ καταρτισμὸς τῆς στατιστικῆς ταύτης θὰ ἀκολουθήσῃ θὰ ἀφορᾷ τὴν ἐξαγωγὴν εἰς τὸ ἐξωτερικὸν καὶ τὴν παραγωγὴν ἐν Ἑλλάδι κατὰ τὸ τρέχον ἔτος.: [17, 948, 355, 989]
headline: Η ΑΠΟΠΕΙΡΑ: [417, 1207, 536, 1227]
article-text: Τὸ ὑπουργεῖον τῶν Ἐσωτερικῶν ἐξ ἀνακοινώσεως τοῦ νομάρχου Λαρίσης πληροφορεῖται ὅτι τουρκικὸν στρατιωτικὸν ἀπόσπασμα κατέλαβε τὸ Ἐλευθεροχώρι μετὰ τὴν ἐξέλευσιν τῶν ἐκεῖ ληστῶν.: [828, 846, 1047, 930]
article-text: Κατὰ τὰ πληροφορίας τοῦ κ. Γερμανοῦ, δὲν ἐνέκρινε ὁ κ. Μαρασλῆς καὶ ἀποβλέπεται αὐτῷ σχέδια τοῦ κτιρίου τοῦ ἐνυδρείου, τὸ ὁποῖον θὰ κτισθῇ παρὰ τὸν Πειραιᾶ. Ἡ ἐπίσημος ὁ παρὰ τῷ Φαλήρῳ ἐκλογὴ θὰ ἔχῃ τὴν ἔγκρισιν τοῦ κ. Μαρασλῆ.: [369, 1612, 584, 1724]
headline: Η ΚΑΤΑΛΗΨΙΣ ΤΟΥ ΕΛΕΥΘΕΡΟΧΩΡΙΟΥ: [870, 813, 1005, 842]
subheadline: ΤΩΝ ΑΠΟ ΒΟΥΛΩΝ: [119, 274, 252, 289]
price-row: ΑΓΓΛΙΚΗ 12 30 50: [1291, 814, 1541, 828]
headline: ΟΙ ΥΠΟΤΡΟΦΟΙ ΓΕΩΠΟΝΟΙ: [1099, 697, 1239, 735]
headline: ΣΟΦΡΑΓΙΣΤΗΣ ΤΟΥ ΔΟΜΑΤΙΟΥ ΤΟΥ ΣΕΤΕΡΗ: [1291, 147, 1541, 177]
article-text: Ὁ ἀκουστὸς πιανίστας κ. Μαλαγόνης θὰ δώσῃ ἐν τῇ αἰθούσῃ τοῦ «Παρνασσοῦ» τὴν προσεχῆ Κυριακὴν τὴν πρώτην αὐτοῦ συναυλίαν μετὰ τῆς ἀοιδοῦ κ. Ἑλένης Δαλέζιου. Εἰσιτήρια πωλοῦνται ἐν τοῖς μουσικοπωλείοις Νακᾶ καὶ Παπαγρηγοράκη.: [1291, 289, 1541, 387]
price-table: [1291, 800, 1541, 842]
article-text: Τὸ ἐπί ταύτῃ κατὰ τοῦ πρώην πρωθυπουργοῦ κ. Θεοτόκη ἀπόπειραν ὡς τὸ ἐξαφανισμένα ἐπιχειρήσατο ἀπὸ τὸν καὶ ὅλον τὸ μὴ προσελθόντα ἐκαταστάθη. Αἱ ἀνακρίσεις ἐξακολουθοῦν.: [369, 1256, 584, 1339]
subheadline: Η ΒΙΟΜΗΧΑΝΙΚΗ ΑΚΑΔΗΜΙΑ: [371, 783, 582, 798]
subheadline: ΔΙΑ ΤΑΣ ΔΙΜΑΘΡΑΣ ΣΚΗΝΑΣ: [605, 819, 807, 834]
